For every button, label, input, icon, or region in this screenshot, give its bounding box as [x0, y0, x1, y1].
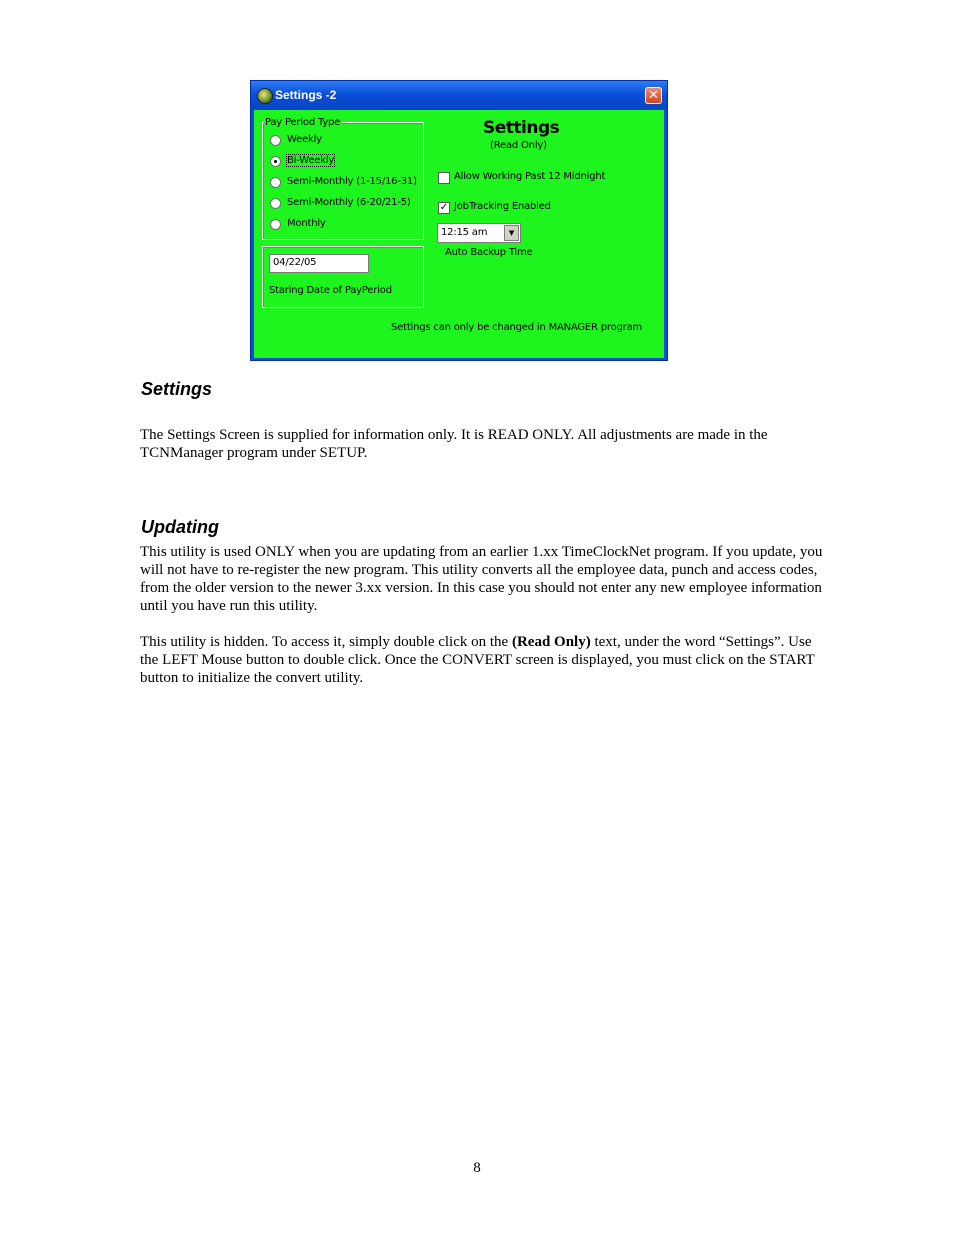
radio-label: Monthly [287, 218, 326, 229]
radio-label: Semi-Monthly (1-15/16-31) [287, 176, 417, 187]
radio-label: Semi-Monthly (6-20/21-5) [287, 197, 411, 208]
app-icon [257, 88, 273, 104]
start-date-label: Staring Date of PayPeriod [269, 285, 392, 296]
backup-time-label: Auto Backup Time [445, 247, 533, 258]
page-number: 8 [473, 1160, 481, 1176]
job-tracking-checkbox[interactable] [438, 202, 450, 214]
updating-section-heading: Updating [141, 517, 219, 537]
radio-circle[interactable] [270, 177, 281, 188]
dropdown-arrow-icon[interactable]: ▼ [504, 225, 519, 241]
close-icon: ✕ [648, 88, 659, 103]
para-text: text, under the word “Settings”. Use the LEFT Mouse button to double click. Once the CONVERT screen is displayed, you must click on the START button to initialize the convert utility. [140, 634, 815, 686]
read-only-bold: (Read Only) [511, 634, 591, 650]
radio-label: Bi-Weekly [287, 155, 335, 166]
job-tracking-label: JobTracking Enabled [454, 201, 551, 212]
manager-note: Settings can only be changed in MANAGER program [391, 322, 643, 333]
updating-paragraph-1: This utility is used ONLY when you are updating from an earlier 1.xx TimeClockNet program. If you update, you will not have to re-register the new program. This utility converts all the employee data, punch and access codes, from the older version to the newer 3.xx version. In this case you should not enter any new employee information until you have run this utility. [140, 544, 823, 614]
read-only-label[interactable]: (Read Only) [490, 140, 547, 151]
allow-past-midnight-label: Allow Working Past 12 Midnight [454, 171, 606, 182]
start-date-field[interactable]: 04/22/05 [269, 254, 369, 273]
title-bar[interactable] [251, 81, 667, 110]
window-title: Settings -2 [275, 88, 337, 102]
para-text: This utility is hidden. To access it, simply double click on the [140, 634, 512, 650]
allow-past-midnight-checkbox[interactable] [438, 172, 450, 184]
settings-heading: Settings [483, 118, 560, 138]
settings-paragraph: The Settings Screen is supplied for information only. It is READ ONLY. All adjustments are made in the TCNManager program under SETUP. [140, 427, 768, 461]
pay-period-legend: Pay Period Type [265, 117, 341, 128]
updating-paragraph-2 [140, 633, 830, 687]
backup-time-value: 12:15 am [441, 227, 488, 238]
settings-section-heading: Settings [141, 379, 213, 399]
radio-label: Weekly [287, 134, 322, 145]
radio-circle[interactable] [270, 219, 281, 230]
close-button[interactable] [645, 87, 662, 104]
backup-time-select[interactable] [437, 223, 521, 243]
radio-circle[interactable] [270, 135, 281, 146]
radio-circle[interactable] [270, 198, 281, 209]
checkmark-icon: ✓ [439, 202, 449, 213]
radio-circle-selected[interactable] [270, 156, 281, 167]
